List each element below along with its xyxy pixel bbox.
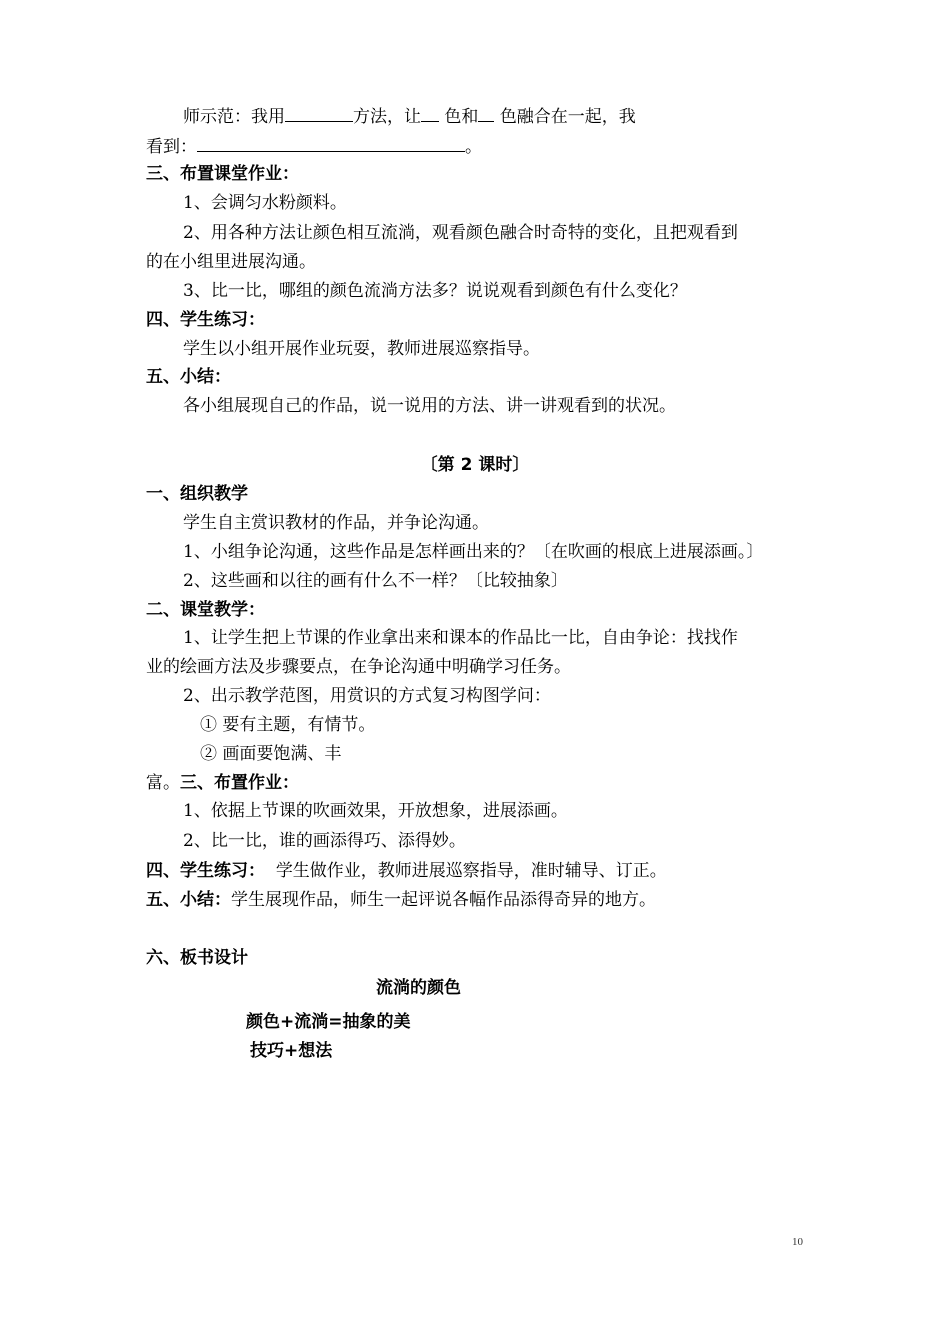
l2-s5-line <box>146 889 656 911</box>
l2-s1-item-1: 1、小组争论沟通，这些作品是怎样画出来的？〔在吹画的根底上进展添画。〕 <box>183 542 764 562</box>
s3-item-3: 3、比一比，哪组的颜色流淌方法多？说说观看到颜色有什么变化？ <box>183 281 687 301</box>
demo-mid3: 色融合在一起，我 <box>499 107 636 127</box>
l2-s1-text: 学生自主赏识教材的作品，并争论沟通。 <box>183 513 489 533</box>
s3-item-1: 1、会调匀水粉颜料。 <box>183 193 347 213</box>
lesson-2-heading: 〔第 2 课时〕 <box>420 455 530 475</box>
s3-item-2a: 2、用各种方法让颜色相互流淌，观看颜色融合时奇特的变化，且把观看到 <box>183 223 738 243</box>
demo-see: 看到： <box>146 137 197 157</box>
section-5-title: 五、小结： <box>146 367 231 387</box>
demo-line <box>183 105 636 128</box>
l2-section-3-title: 三、布置作业： <box>180 773 299 793</box>
l2-section-2-title: 二、课堂教学： <box>146 600 265 620</box>
s3-item-2b: 的在小组里进展沟通。 <box>146 252 316 272</box>
blank-color2 <box>478 105 494 122</box>
demo-see-line <box>146 135 482 158</box>
l2-s3-line <box>146 772 299 794</box>
l2-s2-circle-2: ② 画面要饱满、丰 <box>200 744 342 764</box>
blank-color1 <box>421 105 439 122</box>
demo-prefix: 师示范：我用 <box>183 107 285 127</box>
demo-mid1: 方法，让 <box>353 107 421 127</box>
blank-observation <box>197 135 465 152</box>
demo-end: 。 <box>465 137 482 157</box>
l2-s1-item-2: 2、这些画和以往的画有什么不一样？〔比较抽象〕 <box>183 571 568 591</box>
l2-section-5-title: 五、小结： <box>146 890 231 910</box>
l2-s3-item-2: 2、比一比，谁的画添得巧、添得妙。 <box>183 831 466 851</box>
l2-s2-circle-1: ① 要有主题，有情节。 <box>200 715 376 735</box>
section-4-title: 四、学生练习： <box>146 310 265 330</box>
l2-s4-text: 学生做作业，教师进展巡察指导，准时辅导、订正。 <box>275 861 667 881</box>
section-3-title: 三、布置课堂作业： <box>146 164 299 184</box>
l2-section-1-title: 一、组织教学 <box>146 484 248 504</box>
page-number: 10 <box>792 1236 803 1248</box>
s5-text: 各小组展现自己的作品，说一说用的方法、讲一讲观看到的状况。 <box>183 396 676 416</box>
demo-mid2: 色和 <box>444 107 479 127</box>
l2-s2-item-1a: 1、让学生把上节课的作业拿出来和课本的作品比一比，自由争论：找找作 <box>183 628 738 648</box>
l2-s2-item-2: 2、出示教学范图，用赏识的方式复习构图学问： <box>183 686 551 706</box>
board-title: 流淌的颜色 <box>376 978 461 998</box>
l2-s4-line <box>146 860 667 882</box>
s4-text: 学生以小组开展作业玩耍，教师进展巡察指导。 <box>183 339 540 359</box>
l2-s2-item-1b: 业的绘画方法及步骤要点，在争论沟通中明确学习任务。 <box>146 657 571 677</box>
l2-s3-item-1: 1、依据上节课的吹画效果，开放想象，进展添画。 <box>183 801 568 821</box>
board-line-1: 颜色+流淌=抽象的美 <box>246 1012 411 1032</box>
l2-s5-text: 学生展现作品，师生一起评说各幅作品添得奇异的地方。 <box>231 890 656 910</box>
blank-method <box>285 105 353 122</box>
l2-section-4-title: 四、学生练习： <box>146 861 265 881</box>
board-line-2: 技巧+想法 <box>250 1041 333 1061</box>
l2-section-6-title: 六、板书设计 <box>146 948 248 968</box>
l2-s2-circle-2-tail: 富。 <box>146 773 180 793</box>
